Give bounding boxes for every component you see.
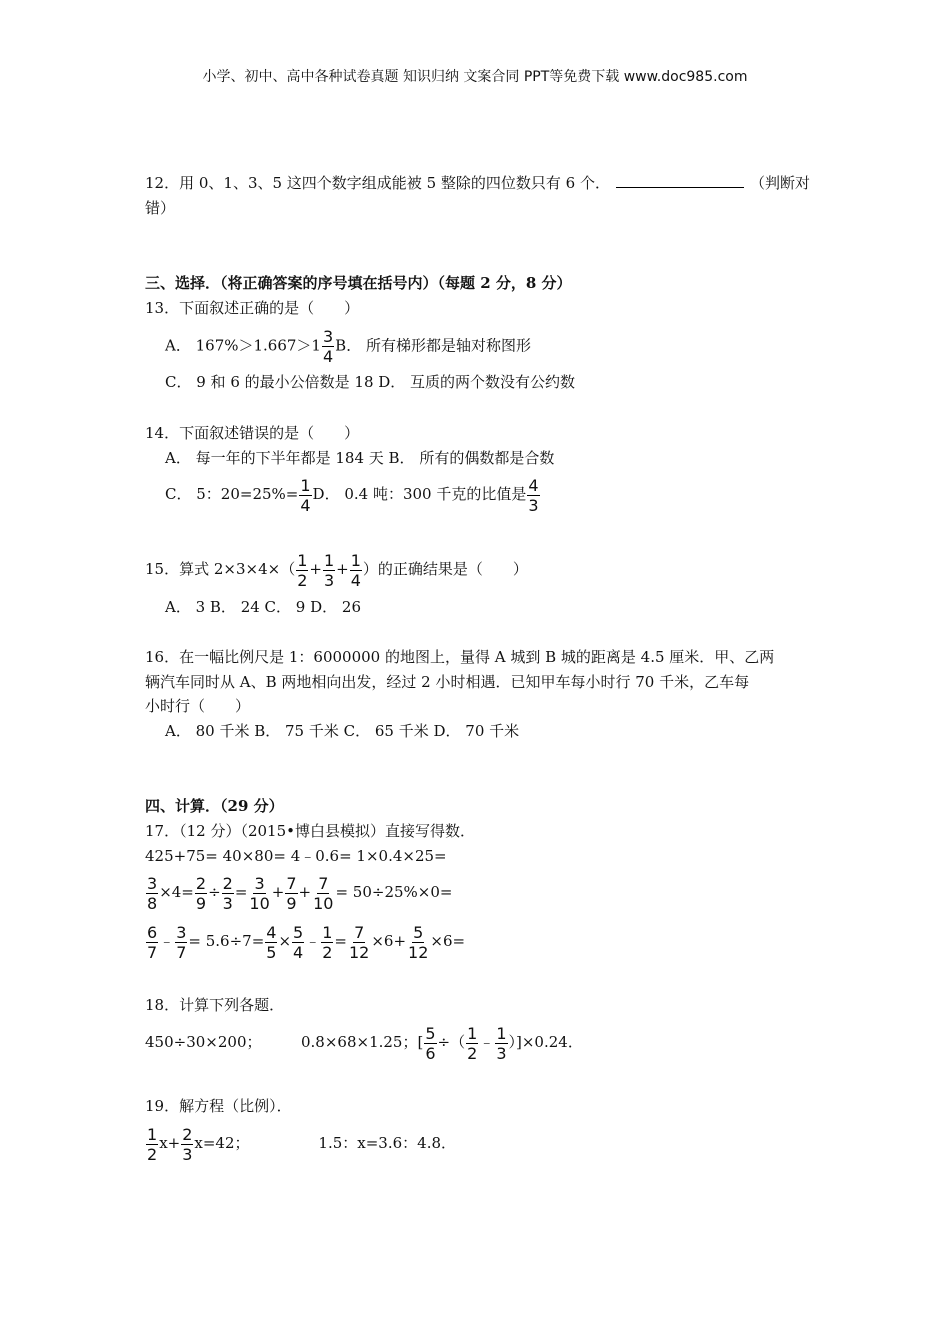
page-header: 小学、初中、高中各种试卷真题 知识归纳 文案合同 PPT等免费下载 www.doc985.com xyxy=(202,69,748,85)
question-15-options: A． 3 B． 24 C． 9 D． 26 xyxy=(165,598,361,616)
fraction: $\frac{3}{4}$ xyxy=(322,327,334,366)
question-16-line2: 辆汽车同时从 A、B 两地相向出发，经过 2 小时相遇．已知甲车每小时行 70 千米，乙车每 xyxy=(145,673,750,691)
fraction: $\frac{1}{2}$ xyxy=(147,1124,158,1164)
fraction: $\frac{3}{7}$ xyxy=(176,922,187,962)
question-15-stem: 15．算式 2×3×4×（ $\frac{1}{2}$ + $\frac{1}{3}$ + $\frac{1}{4}$ ）的正确结果是（ ） xyxy=(145,550,528,590)
question-13-options-ab: A． 167%＞1.667＞1 $\frac{3}{4}$ B． 所有梯形都是轴对称图形 xyxy=(165,327,531,366)
fraction: $\frac{1}{2}$ xyxy=(467,1023,478,1063)
fraction: $\frac{1}{3}$ xyxy=(323,550,335,590)
section-3-title: 三、选择．（将正确答案的序号填在括号内）（每题 2 分，8 分） xyxy=(145,274,572,292)
fraction: $\frac{1}{2}$ xyxy=(322,922,333,962)
question-16-line3: 小时行（ ） xyxy=(145,697,251,715)
fraction: $\frac{7}{12}$ xyxy=(349,922,370,962)
question-14-options-cd: C． 5：20=25%= $\frac{1}{4}$ D． 0.4 吨：300 千克的比值是 $\frac{4}{3}$ xyxy=(165,475,539,515)
question-14-options-ab: A． 每一年的下半年都是 184 天 B． 所有的偶数都是合数 xyxy=(165,449,555,467)
fraction: $\frac{5}{6}$ xyxy=(425,1023,436,1063)
fraction: $\frac{7}{10}$ xyxy=(313,873,334,913)
question-17-row2: $\frac{3}{8}$ ×4= $\frac{2}{9}$ ÷ $\frac{2}{3}$ = $\frac{3}{10}$ + $\frac{7}{9}$ + $\frac{7}{10}$ = 50÷25%×0= xyxy=(147,873,453,913)
question-19-equations: $\frac{1}{2}$ x+ $\frac{2}{3}$ x=42； 1.5：x=3.6：4.8． xyxy=(147,1124,456,1164)
question-13-options-cd: C． 9 和 6 的最小公倍数是 18 D． 互质的两个数没有公约数 xyxy=(165,373,576,391)
fraction: $\frac{1}{3}$ xyxy=(496,1023,507,1063)
fraction: $\frac{4}{5}$ xyxy=(266,922,277,962)
fraction: $\frac{2}{3}$ xyxy=(222,873,233,913)
fraction: $\frac{1}{2}$ xyxy=(297,550,308,590)
question-17-row1: 425+75= 40×80= 4﹣0.6= 1×0.4×25= xyxy=(145,847,447,865)
question-17-row3: $\frac{6}{7}$ ﹣ $\frac{3}{7}$ = 5.6÷7= $\frac{4}{5}$ × $\frac{5}{4}$ ﹣ $\frac{1}{2}$ = $\frac{7}{12}$ ×6+ $\frac{5}{12}$ ×6= xyxy=(147,922,466,962)
question-19-stem: 19．解方程（比例）． xyxy=(145,1097,292,1115)
question-12-line2: 错） xyxy=(145,199,176,217)
fraction: $\frac{7}{9}$ xyxy=(286,873,297,913)
question-12-line1: 12．用 0、1、3、5 这四个数字组成能被 5 整除的四位数只有 6 个． （判断对 xyxy=(145,174,810,192)
fraction: $\frac{1}{4}$ xyxy=(300,475,311,515)
answer-blank[interactable] xyxy=(616,173,744,188)
fraction: $\frac{4}{3}$ xyxy=(528,475,539,515)
section-4-title: 四、计算．（29 分） xyxy=(145,797,284,815)
question-18-expressions: 450÷30×200； 0.8×68×1.25；[ $\frac{5}{6}$ ÷（ $\frac{1}{2}$ ﹣ $\frac{1}{3}$ ）]×0.24． xyxy=(145,1023,583,1063)
fraction: $\frac{2}{9}$ xyxy=(195,873,207,913)
fraction: $\frac{3}{10}$ xyxy=(249,873,270,913)
question-16-line1: 16．在一幅比例尺是 1：6000000 的地图上，量得 A 城到 B 城的距离是 4.5 厘米．甲、乙两 xyxy=(145,648,775,666)
question-13-stem: 13．下面叙述正确的是（ ） xyxy=(145,299,360,317)
question-14-stem: 14．下面叙述错误的是（ ） xyxy=(145,424,360,442)
question-17-stem: 17．（12 分）（2015•博白县模拟）直接写得数． xyxy=(145,822,475,840)
fraction: $\frac{6}{7}$ xyxy=(147,922,158,962)
fraction: $\frac{2}{3}$ xyxy=(182,1124,193,1164)
question-16-options: A． 80 千米 B． 75 千米 C． 65 千米 D． 70 千米 xyxy=(165,722,520,740)
question-18-stem: 18．计算下列各题． xyxy=(145,996,285,1014)
fraction: $\frac{1}{4}$ xyxy=(350,550,361,590)
fraction: $\frac{3}{8}$ xyxy=(147,873,158,913)
fraction: $\frac{5}{12}$ xyxy=(408,922,429,962)
fraction: $\frac{5}{4}$ xyxy=(293,922,304,962)
